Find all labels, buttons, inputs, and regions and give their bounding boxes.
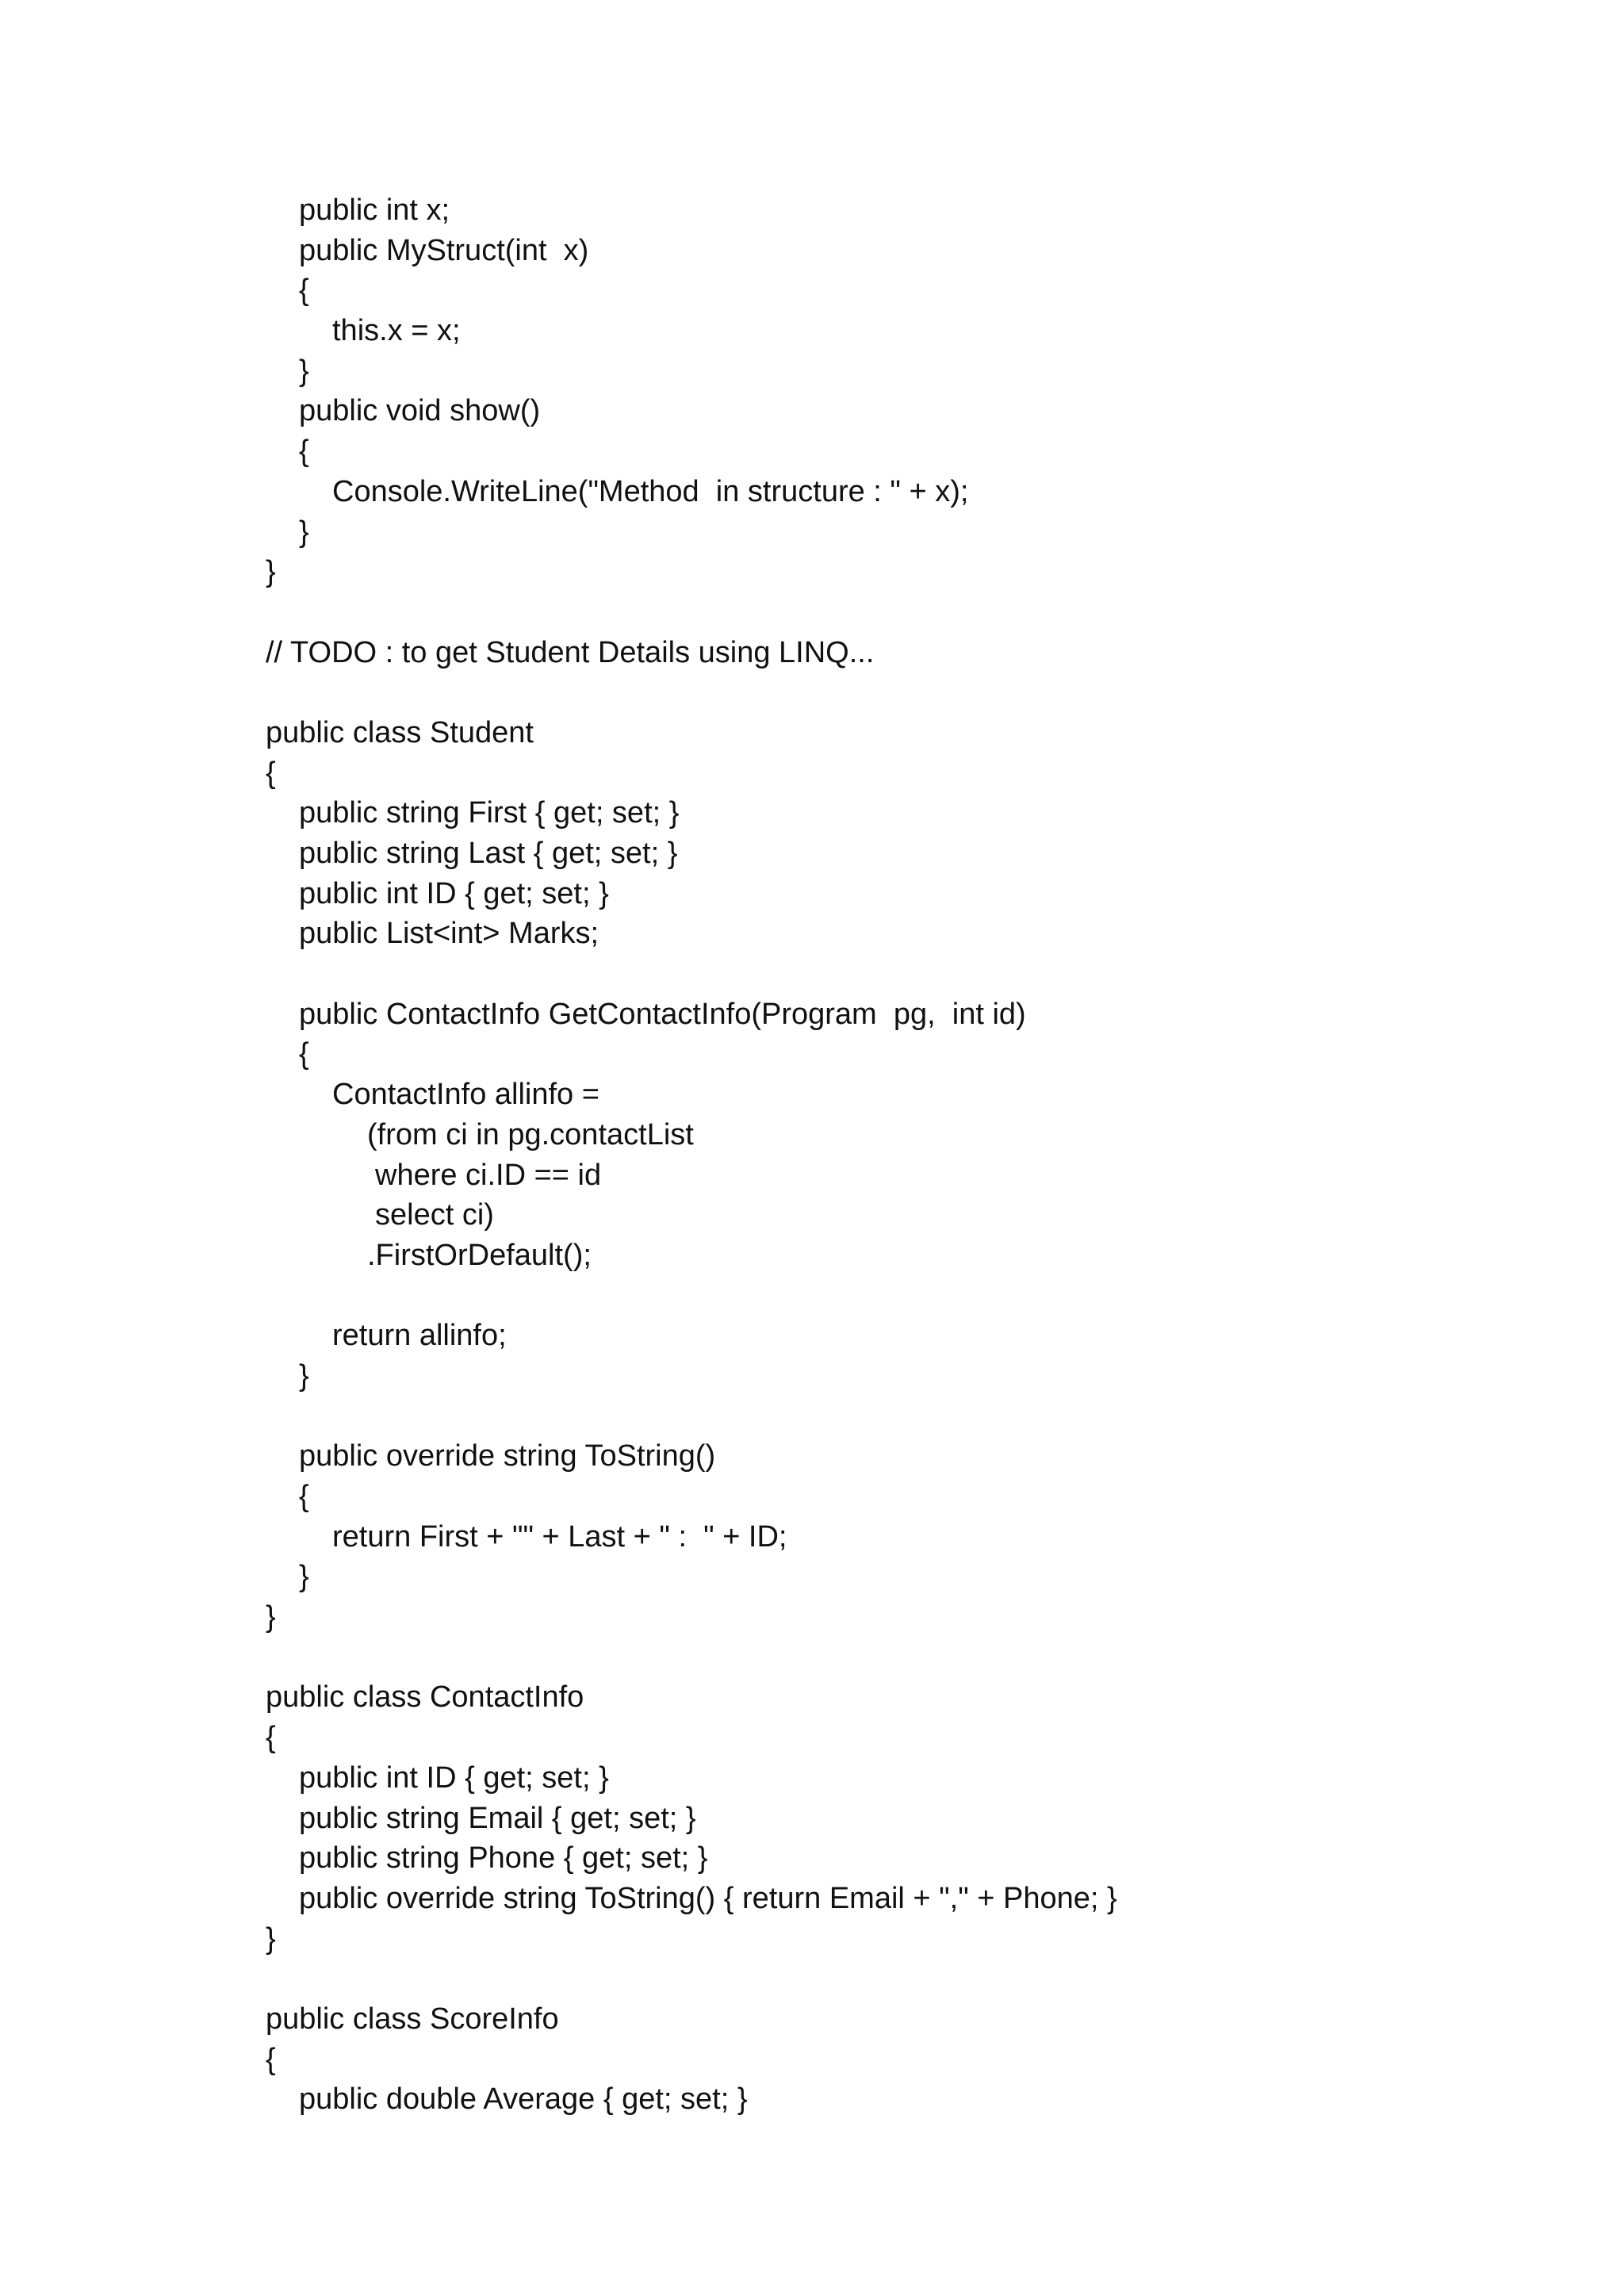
code-line: } <box>266 1921 276 1956</box>
code-line: } <box>266 555 276 589</box>
code-line: public ContactInfo GetContactInfo(Program pg, int id) <box>299 997 1026 1031</box>
code-line: (from ci in pg.contactList <box>367 1117 694 1151</box>
code-line: public int ID { get; set; } <box>299 876 609 910</box>
blank-line <box>266 1638 1534 1678</box>
code-line: { <box>299 274 309 308</box>
code-line: public class ContactInfo <box>266 1680 584 1715</box>
blank-line <box>266 672 1534 713</box>
code-line: public int x; <box>299 193 450 227</box>
code-line: public MyStruct(int x) <box>299 233 589 267</box>
blank-line <box>266 592 1534 633</box>
code-line: public double Average { get; set; } <box>299 2082 748 2117</box>
code-line: { <box>299 1037 309 1071</box>
code-line: public override string ToString() { return Email + "," + Phone; } <box>299 1881 1117 1915</box>
blank-line <box>266 1276 1534 1316</box>
code-comment: // TODO : to get Student Details using LINQ... <box>266 635 875 669</box>
code-line: } <box>266 1600 276 1634</box>
code-line: return allinfo; <box>332 1319 507 1353</box>
code-line: public class ScoreInfo <box>266 2002 559 2036</box>
code-line: .FirstOrDefault(); <box>367 1238 592 1272</box>
code-line: this.x = x; <box>332 314 461 348</box>
code-line: { <box>299 435 309 469</box>
code-line: { <box>266 2042 276 2076</box>
code-line: return First + "" + Last + " : " + ID; <box>332 1519 787 1554</box>
code-line: where ci.ID == id <box>375 1158 602 1192</box>
blank-line <box>266 1397 1534 1437</box>
code-line: ContactInfo allinfo = <box>332 1078 599 1112</box>
code-line: public class Student <box>266 715 534 749</box>
code-line: public int ID { get; set; } <box>299 1761 609 1795</box>
blank-line <box>266 1959 1534 1999</box>
code-line: Console.WriteLine("Method in structure : " + x); <box>332 474 969 508</box>
code-line: public List<int> Marks; <box>299 917 599 951</box>
code-line: public void show() <box>299 394 541 428</box>
code-line: public override string ToString() <box>299 1439 716 1473</box>
code-line: public string First { get; set; } <box>299 796 680 830</box>
code-line: { <box>299 1480 309 1513</box>
code-line: } <box>299 515 309 549</box>
code-line: public string Email { get; set; } <box>299 1801 696 1835</box>
code-line: public string Last { get; set; } <box>299 837 678 870</box>
code-line: { <box>266 1721 276 1755</box>
code-line: { <box>266 756 276 790</box>
code-line: public string Phone { get; set; } <box>299 1841 708 1875</box>
code-line: } <box>299 1560 309 1594</box>
code-line: } <box>299 1358 309 1393</box>
code-listing <box>266 190 1534 2120</box>
blank-line <box>266 954 1534 994</box>
code-line: } <box>299 354 309 388</box>
code-line: select ci) <box>375 1198 494 1232</box>
